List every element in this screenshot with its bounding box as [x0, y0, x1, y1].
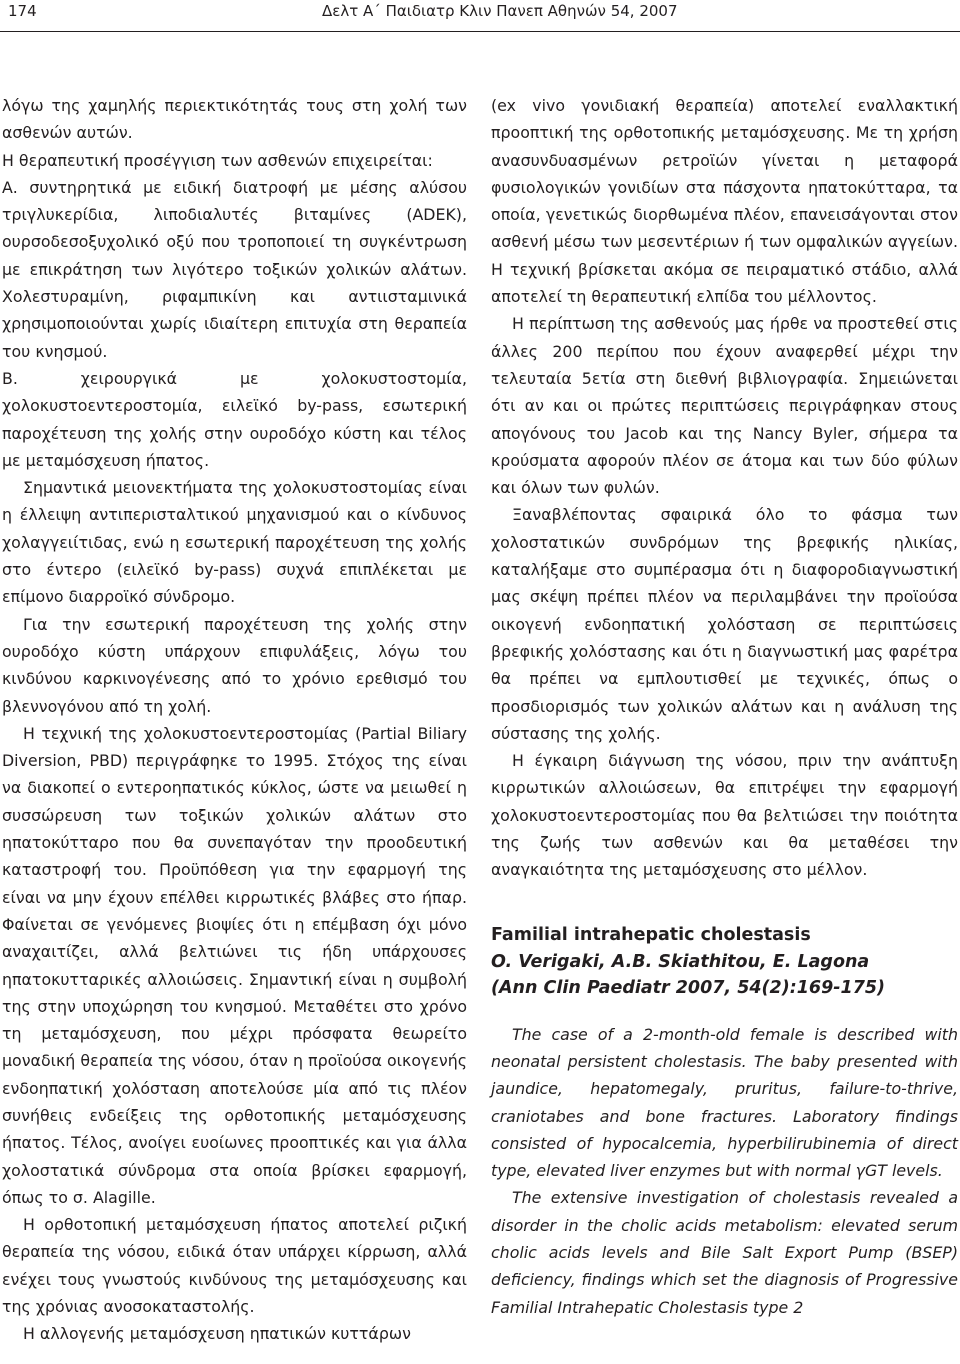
abstract-title: Familial intrahepatic cholestasis	[491, 924, 811, 945]
paragraph: Σημαντικά μειονεκτήματα της χολοκυστοστομίας είναι η έλλειψη αντιπερισταλτικού μηχανισμού και ο κίνδυνος χολαγγειίτιδας, ενώ η εσωτερική παροχέτευση της χολής στο έντερο (ειλεϊκό by-pass) συχνά επιπλέκεται με επίμονο διαρροϊκό σύνδρομο.	[2, 478, 467, 607]
header-rule	[0, 31, 960, 32]
paragraph: Ξαναβλέποντας σφαιρικά όλο το φάσμα των χολοστατικών συνδρόμων της βρεφικής ηλικίας, καταλήξαμε στο συμπέρασμα ότι η διαφοροδιαγνωστική μας σκέψη πρέπει πλέον να περιλαμβάνει την προϊούσα οικογενή ενδοηπατική χολόσταση σε περιπτώσεις βρεφικής χολόστασης και ότι η διαγνωστική μας φαρέτρα θα πρέπει να εμπλουτισθεί με τεχνικές, όπως ο προσδιορισμός των χολικών αλάτων και η ανάλυση της σύστασης της χολής.	[491, 505, 958, 743]
paragraph: Η αλλογενής μεταμόσχευση ηπατικών κυττάρων	[23, 1324, 411, 1344]
paragraph: λόγω της χαμηλής περιεκτικότητάς τους στη χολή των ασθενών αυτών.	[2, 96, 467, 143]
abstract-paragraph: The extensive investigation of cholestasis revealed a disorder in the cholic acids metabolism: elevated serum cholic acids levels and Bile Salt Export Pump (BSEP) deficiency, findings which set the diagnosis of Progressive Familial Intrahepatic Cholestasis type 2	[491, 1188, 958, 1317]
paragraph: Η έγκαιρη διάγνωση της νόσου, πριν την ανάπτυξη κιρρωτικών αλλοιώσεων, θα επιτρέψει την εφαρμογή χολοκυστοεντεροστομίας που θα βελτιώσει την ποιότητα της ζωής των ασθενών και θα μεταθέσει την αναγκαιότητα της μεταμόσχευσης στο μέλλον.	[491, 751, 958, 880]
paragraph: Β. χειρουργικά με χολοκυστοστομία, χολοκυστοεντεροστομία, ειλεϊκό by-pass, εσωτερική παροχέτευση της χολής στην ουροδόχο κύστη και τέλος με μεταμόσχευση ήπατος.	[2, 368, 467, 470]
paragraph: (ex vivo γονιδιακή θεραπεία) αποτελεί εναλλακτική προοπτική της ορθοτοπικής μεταμόσχευσης. Με τη χρήση ανασυνδυασμένων ρετροϊών γίνεται η μεταφορά φυσιολογικών γονιδίων στα πάσχοντα ηπατοκύτταρα, τα οποία, γενετικώς διορθωμένα πλέον, επανεισάγονται στον ασθενή μέσω των μεσεντέριων ή των ομφαλικών αγγείων. Η τεχνική βρίσκεται ακόμα σε πειραματικό στάδιο, αλλά αποτελεί τη θεραπευτική ελπίδα του μέλλοντος.	[491, 96, 958, 307]
abstract-body	[491, 1021, 958, 1321]
paragraph: Η ορθοτοπική μεταμόσχευση ήπατος αποτελεί ριζική θεραπεία της νόσου, ειδικά όταν υπάρχει κίρρωση, αλλά ενέχει τους γνωστούς κινδύνους της μεταμόσχευσης και της χρόνιας ανοσοκαταστολής.	[2, 1215, 467, 1317]
right-column	[491, 92, 958, 1321]
running-header	[0, 0, 960, 38]
paragraph: Α. συντηρητικά με ειδική διατροφή με μέσης αλύσου τριγλυκερίδια, λιποδιαλυτές βιταμίνες (ADEK), ουρσοδεσοξυχολικό οξύ που τροποποιεί τη συγκέντρωση με επικράτηση των λιγότερο τοξικών χολικών αλάτων. Χολεστυραμίνη, ριφαμπικίνη και αντιισταμινικά χρησιμοποιούνται χωρίς ιδιαίτερη επιτυχία στη θεραπεία του κνησμού.	[2, 177, 467, 361]
paragraph: Για την εσωτερική παροχέτευση της χολής στην ουροδόχο κύστη υπάρχουν επιφυλάξεις, λόγω του κινδύνου καρκινογένεσης από το χρόνιο ερεθισμό του βλεννογόνου από τη χολή.	[2, 614, 467, 716]
journal-running-title: Δελτ Α΄ Παιδιατρ Κλιν Πανεπ Αθηνών 54, 2007	[322, 2, 678, 20]
paragraph: Η θεραπευτική προσέγγιση των ασθενών επιχειρείται:	[2, 150, 433, 170]
paragraph: Η περίπτωση της ασθενούς μας ήρθε να προστεθεί στις άλλες 200 περίπου που έχουν αναφερθεί μέχρι την τελευταία 5ετία στη διεθνή βιβλιογραφία. Σημειώνεται ότι αν και οι πρώτες περιπτώσεις περιγράφηκαν στους απογόνους του Jacob και της Nancy Byler, σήμερα τα κρούσματα αφορούν πλέον σε άτομα και των δύο φύλων και όλων των φυλών.	[491, 314, 958, 498]
abstract-citation: (Ann Clin Paediatr 2007, 54(2):169-175)	[491, 977, 886, 998]
paragraph: Η τεχνική της χολοκυστοεντεροστομίας (Partial Biliary Diversion, PBD) περιγράφηκε το 1995. Στόχος της είναι να διακοπεί ο εντεροηπατικός κύκλος, ώστε να μειωθεί η συσσώρευση των τοξικών χολικών αλάτων στο ηπατοκύτταρο που θα συνεπαγόταν την προοδευτική καταστροφή του. Προϋπόθεση για την εφαρμογή της είναι να μην έχουν επέλθει κιρρωτικές βλάβες στο ήπαρ. Φαίνεται σε γενόμενες βιοψίες ότι η επέμβαση όχι μόνο αναχαιτίζει, αλλά βελτιώνει τις ήδη υπάρχουσες ηπατοκυτταρικές αλλοιώσεις. Σημαντική είναι η συμβολή της στην υποχώρηση του κνησμού. Μεταθέτει στο χρόνο τη μεταμόσχευση, που μέχρι πρόσφατα θεωρείτο μοναδική θεραπεία της νόσου, όταν η προϊούσα οικογενής ενδοηπατική χολόσταση αποτελούσε μία από τις πλέον συνήθεις ενδείξεις της ορθοτοπικής μεταμόσχευσης ήπατος. Τέλος, ανοίγει ευοίωνες προοπτικές και για άλλα χολοστατικά σύνδρομα στα οποία βρίσκει εφαρμογή, όπως το σ. Alagille.	[2, 723, 467, 1207]
english-abstract	[491, 922, 958, 1321]
abstract-paragraph: The case of a 2-month-old female is described with neonatal persistent cholestasis. The baby presented with jaundice, hepatomegaly, pruritus, failure-to-thrive, craniotabes and bone fractures. Laboratory findings consisted of hypocalcemia, hyperbilirubinemia of direct type, elevated liver enzymes but with normal γGT levels.	[491, 1024, 958, 1181]
page-number: 174	[8, 2, 37, 20]
left-column	[2, 92, 467, 1348]
abstract-authors: O. Verigaki, A.B. Skiathitou, E. Lagona	[491, 951, 870, 972]
